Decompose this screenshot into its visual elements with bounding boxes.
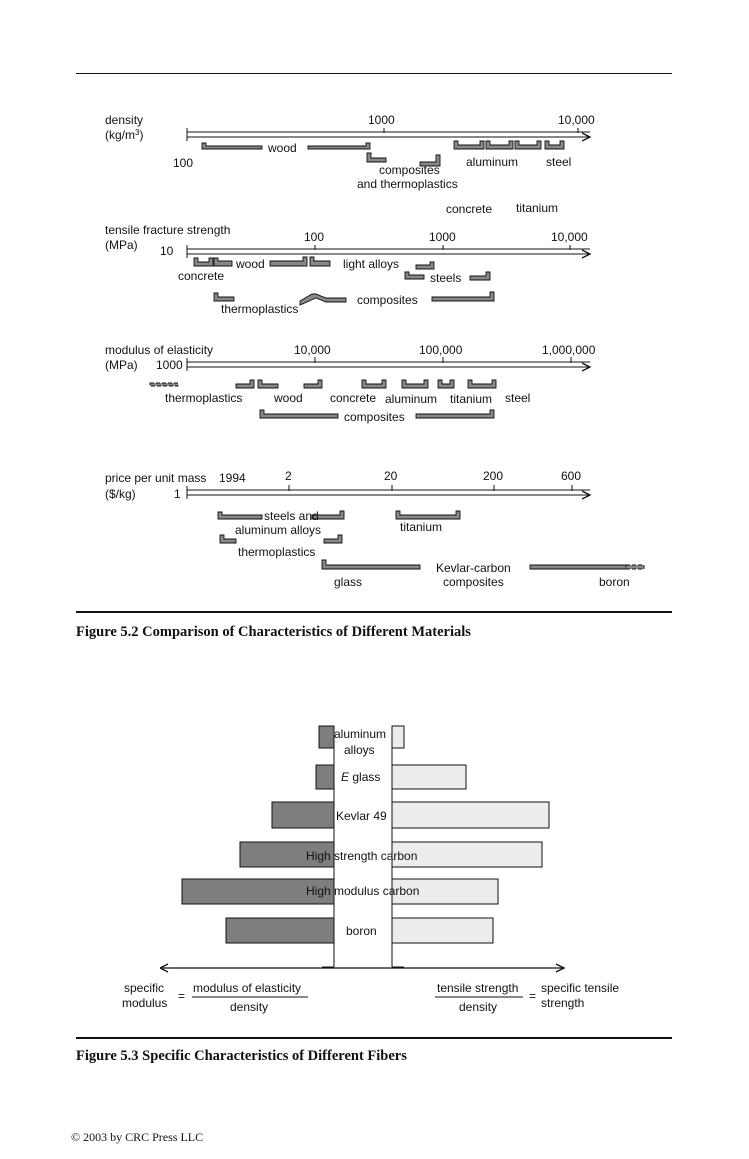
fiber-label-aluminum: aluminum bbox=[334, 727, 387, 741]
price-item-kevlar-carbon: Kevlar-carbon bbox=[436, 561, 511, 575]
density-item-steel: steel bbox=[546, 155, 572, 169]
specific-modulus-numerator: modulus of elasticity bbox=[193, 981, 302, 995]
tensile-label: tensile fracture strength bbox=[105, 223, 231, 237]
tensile-item-thermoplastics: thermoplastics bbox=[221, 302, 299, 316]
specific-strength-rhs-1: specific tensile bbox=[541, 981, 620, 995]
modulus-composites-bar-left bbox=[260, 410, 338, 418]
price-item-boron: boron bbox=[599, 575, 630, 589]
fiber-boron-spec-modulus-bar bbox=[226, 918, 334, 943]
density-tick-1000: 1000 bbox=[368, 113, 395, 127]
density-item-titanium: titanium bbox=[516, 201, 559, 215]
tensile-tick-1000: 1000 bbox=[429, 230, 456, 244]
tensile-item-light-alloys: light alloys bbox=[343, 257, 400, 271]
price-item-glass: glass bbox=[334, 575, 363, 589]
fiber-boron-spec-strength-bar bbox=[392, 918, 493, 943]
modulus-item-composites: composites bbox=[344, 410, 405, 424]
density-unit: $(kg/m^3)$ bbox=[105, 128, 144, 142]
density-steel-bar bbox=[545, 141, 564, 149]
modulus-titanium-bar bbox=[438, 380, 454, 388]
price-titanium-bar bbox=[396, 511, 460, 519]
density-item-concrete: concrete bbox=[446, 202, 493, 216]
modulus-wood-bar-3 bbox=[304, 380, 322, 388]
fiber-al-spec-strength-bar bbox=[392, 726, 404, 748]
modulus-wood-bar-1 bbox=[236, 380, 254, 388]
modulus-item-steel: steel bbox=[505, 391, 531, 405]
fiber-eglass-spec-strength-bar bbox=[392, 765, 466, 789]
price-boron-dashes bbox=[626, 565, 644, 569]
modulus-item-thermoplastics: thermoplastics bbox=[165, 391, 243, 405]
specific-modulus-eq: = bbox=[178, 989, 186, 1003]
modulus-tick-1000000: 1,000,000 bbox=[542, 343, 596, 357]
density-wood-bar-left bbox=[202, 143, 262, 149]
tensile-wood-bar-left bbox=[214, 258, 232, 266]
density-item-aluminum: aluminum bbox=[466, 155, 519, 169]
tensile-steels-bar-right bbox=[470, 272, 490, 280]
figure-5-2-caption: Figure 5.2 Comparison of Characteristics of Different Materials bbox=[76, 624, 471, 640]
modulus-wood-bar-2 bbox=[258, 380, 278, 388]
price-tick-2: 2 bbox=[285, 469, 292, 483]
price-thermo-bar-right bbox=[324, 535, 342, 543]
modulus-item-titanium: titanium bbox=[450, 392, 493, 406]
fiber-eglass-spec-modulus-bar bbox=[316, 765, 334, 789]
price-item-thermoplastics: thermoplastics bbox=[238, 545, 316, 559]
tensile-composites-bar-right bbox=[432, 292, 494, 301]
tensile-item-concrete: concrete bbox=[178, 269, 225, 283]
tensile-composites-bar-left bbox=[300, 294, 346, 305]
tensile-item-composites: composites bbox=[357, 293, 418, 307]
figure-5-3-caption: Figure 5.3 Specific Characteristics of Different Fibers bbox=[76, 1048, 407, 1064]
fiber-kevlar-spec-modulus-bar bbox=[272, 802, 334, 828]
price-unit: ($/kg) bbox=[105, 487, 136, 501]
density-item-composites: composites bbox=[379, 163, 440, 177]
modulus-unit: (MPa) bbox=[105, 358, 138, 372]
fiber-label-hm-carbon: High modulus carbon bbox=[306, 884, 420, 898]
tensile-wood-bar-right bbox=[310, 257, 330, 266]
price-steels-bar-left bbox=[218, 512, 262, 519]
fiber-label-eglass: E glass bbox=[341, 770, 381, 784]
fiber-kevlar-spec-strength-bar bbox=[392, 802, 549, 828]
density-item-thermoplastics: and thermoplastics bbox=[357, 177, 458, 191]
tensile-item-steels: steels bbox=[430, 271, 462, 285]
price-tick-600: 600 bbox=[561, 469, 582, 483]
figure-5-3-bottom-rule bbox=[76, 1037, 672, 1039]
price-tick-20: 20 bbox=[384, 469, 398, 483]
density-al-bar-3 bbox=[515, 141, 541, 149]
price-label: price per unit mass bbox=[105, 471, 207, 485]
tensile-steels-bar-left bbox=[405, 272, 424, 279]
tensile-tick-100: 100 bbox=[304, 230, 325, 244]
tensile-thermo-bar bbox=[214, 293, 234, 301]
density-tick-10000: 10,000 bbox=[558, 113, 595, 127]
specific-modulus-lhs-1: specific bbox=[124, 981, 165, 995]
price-item-aluminum-alloys: aluminum alloys bbox=[235, 523, 322, 537]
density-al-bar-1 bbox=[454, 141, 484, 149]
modulus-item-concrete: concrete bbox=[330, 391, 377, 405]
figure-5-2-bottom-rule bbox=[76, 611, 672, 613]
tensile-tick-10000: 10,000 bbox=[551, 230, 588, 244]
tensile-item-wood: wood bbox=[236, 257, 265, 271]
modulus-tick-10000: 10,000 bbox=[294, 343, 331, 357]
modulus-item-wood: wood bbox=[274, 391, 303, 405]
price-boron-bar bbox=[530, 565, 626, 569]
price-glass-bar bbox=[322, 560, 420, 569]
density-al-bar-2 bbox=[486, 141, 513, 149]
tensile-concrete-bar bbox=[194, 258, 213, 266]
modulus-concrete-bar bbox=[362, 380, 386, 388]
price-item-titanium: titanium bbox=[400, 520, 443, 534]
price-tick-200: 200 bbox=[483, 469, 504, 483]
price-year: 1994 bbox=[219, 471, 246, 485]
fiber-al-spec-modulus-bar bbox=[319, 726, 334, 748]
density-label: density bbox=[105, 113, 144, 127]
specific-strength-rhs-2: strength bbox=[541, 996, 585, 1010]
tensile-light-alloys-bar bbox=[416, 262, 434, 269]
specific-strength-denominator: density bbox=[459, 1000, 498, 1014]
modulus-tick-1000: 1000 bbox=[156, 358, 183, 372]
copyright-footer: © 2003 by CRC Press LLC bbox=[71, 1130, 204, 1144]
modulus-item-aluminum: aluminum bbox=[385, 392, 438, 406]
fiber-label-kevlar: Kevlar 49 bbox=[336, 809, 387, 823]
price-item-composites: composites bbox=[443, 575, 504, 589]
modulus-label: modulus of elasticity bbox=[105, 343, 214, 357]
modulus-thermo-dashes bbox=[150, 383, 178, 386]
modulus-aluminum-bar bbox=[402, 380, 428, 388]
specific-strength-eq: = bbox=[529, 989, 537, 1003]
density-wood-bar-right bbox=[308, 143, 370, 149]
specific-modulus-lhs-2: modulus bbox=[122, 996, 168, 1010]
density-item-wood: wood bbox=[268, 141, 297, 155]
fiber-label-alloys: alloys bbox=[344, 743, 375, 757]
price-tick-1: 1 bbox=[174, 487, 181, 501]
fiber-label-hs-carbon: High strength carbon bbox=[306, 849, 418, 863]
modulus-tick-100000: 100,000 bbox=[419, 343, 463, 357]
modulus-steel-bar bbox=[468, 380, 496, 388]
specific-strength-numerator: tensile strength bbox=[437, 981, 519, 995]
density-composites-bar bbox=[367, 153, 386, 162]
price-item-steels-and: steels and bbox=[264, 509, 319, 523]
price-thermo-bar-left bbox=[220, 535, 236, 543]
figure-5-3-diagram bbox=[0, 690, 749, 1050]
tensile-tick-10: 10 bbox=[160, 244, 174, 258]
fiber-label-boron: boron bbox=[346, 924, 377, 938]
specific-modulus-denominator: density bbox=[230, 1000, 269, 1014]
density-tick-100: 100 bbox=[173, 156, 194, 170]
tensile-unit: (MPa) bbox=[105, 238, 138, 252]
tensile-wood-bar-mid bbox=[270, 257, 307, 266]
modulus-composites-bar-right bbox=[416, 410, 494, 418]
